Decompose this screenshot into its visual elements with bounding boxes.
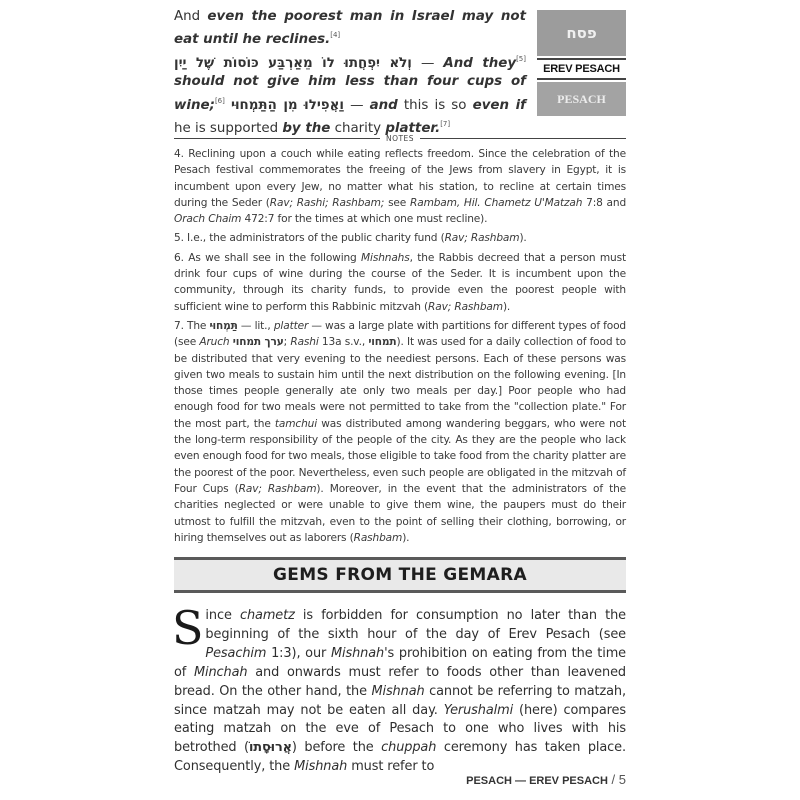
text: The <box>183 319 210 332</box>
tab-erev-pesach: EREV PESACH <box>537 58 626 80</box>
notes-section <box>174 146 626 549</box>
text: ) before the <box>291 740 382 756</box>
text: he is supported <box>174 121 283 137</box>
text: As we shall see in the following <box>183 251 362 264</box>
text: and onwards must refer to foods other than leavened bread. On the other hand, the <box>174 664 626 699</box>
citation: Rashi <box>290 336 319 349</box>
page-footer <box>466 772 626 787</box>
note-6 <box>174 250 626 315</box>
text-italic: And they <box>443 55 517 71</box>
divider-rule <box>420 138 626 139</box>
page-number: 5 <box>618 772 626 787</box>
text-italic: and <box>369 97 398 113</box>
note-7 <box>174 318 626 546</box>
hebrew-text: ערך תמחוי <box>232 336 284 349</box>
text: ). <box>402 531 410 544</box>
text: ). It was used for a daily collection of food to be distributed that very evening to the neediest persons. Each of these persons was given two meals to sustain him until the next distribution on the following evening. [In those times people generally ate only two meals per day.] Poor people who had enough food for two meals were not permitted to take from the "collection plate." For the most part, the <box>174 336 627 430</box>
section-tab <box>537 10 626 118</box>
text: charity <box>330 121 386 137</box>
footnote-ref-7[interactable]: [7] <box>440 120 451 129</box>
text: ). Moreover, in the event that the administrators of the charities neglected or were unable to give them wine, the paupers must do their utmost to fulfill the mitzvah, even to the point of selling their clothing, borrowing, or hiring themselves out as laborers ( <box>174 482 626 544</box>
text-italic: Minchah <box>193 664 248 680</box>
tab-pesach: PESACH <box>537 82 626 116</box>
gems-banner <box>174 557 626 593</box>
tab-hebrew-pesach: פסח <box>537 10 626 56</box>
text-italic: by the <box>282 121 331 137</box>
text-italic: Mishnah <box>371 683 425 699</box>
text-italic: even the poorest man in Israel may not eat until he reclines. <box>174 9 526 48</box>
running-head: PESACH — EREV PESACH <box>466 775 608 787</box>
text: 472:7 for the times at which one must recline). <box>241 213 488 226</box>
text: ; <box>283 336 291 349</box>
note-5 <box>174 230 626 246</box>
hebrew-text: תמחוי <box>368 336 397 349</box>
text: this is so <box>397 97 473 113</box>
section-title: GEMS FROM THE GEMARA <box>273 565 527 585</box>
citation: Rambam, Hil. Chametz U'Matzah <box>410 196 583 209</box>
note-number: 7. <box>174 319 184 332</box>
citation: Mishnahs <box>361 251 410 264</box>
citation: Pesachim <box>205 645 267 661</box>
note-4 <box>174 146 626 227</box>
citation: Yerushalmi <box>443 702 514 718</box>
text: 's prohibition on eating from the time of <box>174 645 626 680</box>
text: Reclining upon a couch while eating reflects freedom. Since the celebration of the Pesach festival commemorates the freeing of the Jews from slavery in Egypt, it is incumbent upon every Jew, no matter what his station, to recline at certain times during the Seder ( <box>174 148 626 209</box>
text: — lit., <box>237 319 274 332</box>
dash: — <box>411 55 444 71</box>
footnote-ref-5[interactable]: [5] <box>516 54 526 63</box>
text-italic: chametz <box>239 608 295 623</box>
text: must refer to <box>347 759 435 775</box>
text-italic: even if <box>472 97 526 113</box>
text: is forbidden for consumption no later than the beginning of the sixth hour of the day of Erev Pesach (see <box>205 608 626 642</box>
citation: Rav; Rashi; Rashbam; <box>269 196 385 209</box>
text: (here) compares eating matzah on the eve of Pesach to one who lives with his betrothed ( <box>174 702 626 756</box>
text: 13a s.v., <box>318 336 369 349</box>
text: see <box>384 196 411 209</box>
footnote-ref-4[interactable]: [4] <box>330 31 341 40</box>
hebrew-text: וְלֹא יִפְחֲתוּ לוֹ מֵאַרְבַּע כּוֹסוֹת שֶׁל יַיִן <box>174 55 412 71</box>
text: 1:3), our <box>266 645 331 661</box>
footnote-ref-6[interactable]: [6] <box>214 96 225 105</box>
text: And <box>174 9 208 24</box>
dash: — <box>343 97 370 113</box>
text: ). <box>502 300 511 313</box>
citation: Rav; Rashbam <box>428 300 503 313</box>
hebrew-text: וַאֲפִילוּ מִן הַתַּמְחוּי <box>231 97 344 113</box>
text-italic: platter. <box>385 121 441 137</box>
notes-label: NOTES <box>385 133 415 143</box>
text: I.e., the administrators of the public charity fund ( <box>183 232 445 245</box>
text: ). <box>519 232 527 245</box>
text-italic: Mishnah <box>294 759 348 775</box>
text: 7:8 and <box>582 196 627 209</box>
drop-cap: S <box>172 601 204 655</box>
hebrew-text: תַּמְחוּי <box>209 319 238 332</box>
citation: Rav; Rashbam <box>238 482 317 495</box>
text: cannot be referring to matzah, since matzah may not be eaten all day. <box>174 683 626 718</box>
text-italic: should not give him less than four cups of wine; <box>174 74 526 113</box>
notes-divider <box>174 132 626 144</box>
gems-body-text <box>172 601 626 777</box>
text: , the Rabbis decreed that a person must drink four cups of wine during the course of the Seder. It is incumbent upon the community, through its charity funds, to provide even the poorest people with sufficient wine to perform this Rabbinic mitzvah ( <box>174 251 626 313</box>
note-number: 5. <box>174 232 184 245</box>
divider-rule <box>174 138 380 139</box>
text: ince <box>205 608 240 623</box>
citation: Orach Chaim <box>174 213 242 226</box>
citation: Rashbam <box>353 531 403 544</box>
note-number: 4. <box>174 148 184 160</box>
hebrew-text: אֲרוּסָתוֹ <box>248 740 292 756</box>
text: — was a large plate with partitions for different types of food (see <box>174 319 626 349</box>
separator: / <box>607 772 619 787</box>
citation: Rav; Rashbam <box>444 232 520 245</box>
mishnah-text <box>174 8 526 138</box>
text-italic: Mishnah <box>330 645 385 661</box>
text: was distributed among wandering beggars, who were not the long-term responsibility of the people of the city. As they are the people who lack even enough food for two meals, those eligible to take food from the charity platter are the poorest of the poor. Nevertheless, even such people are obligated in the mitzvah of Four Cups ( <box>174 417 626 495</box>
text-italic: platter <box>273 319 309 332</box>
text: ceremony has taken place. Consequently, the <box>174 740 626 775</box>
book-page <box>174 0 626 800</box>
note-number: 6. <box>174 251 184 264</box>
citation: Aruch <box>199 336 230 349</box>
text-italic: chuppah <box>381 740 437 756</box>
text-italic: tamchui <box>274 417 318 430</box>
